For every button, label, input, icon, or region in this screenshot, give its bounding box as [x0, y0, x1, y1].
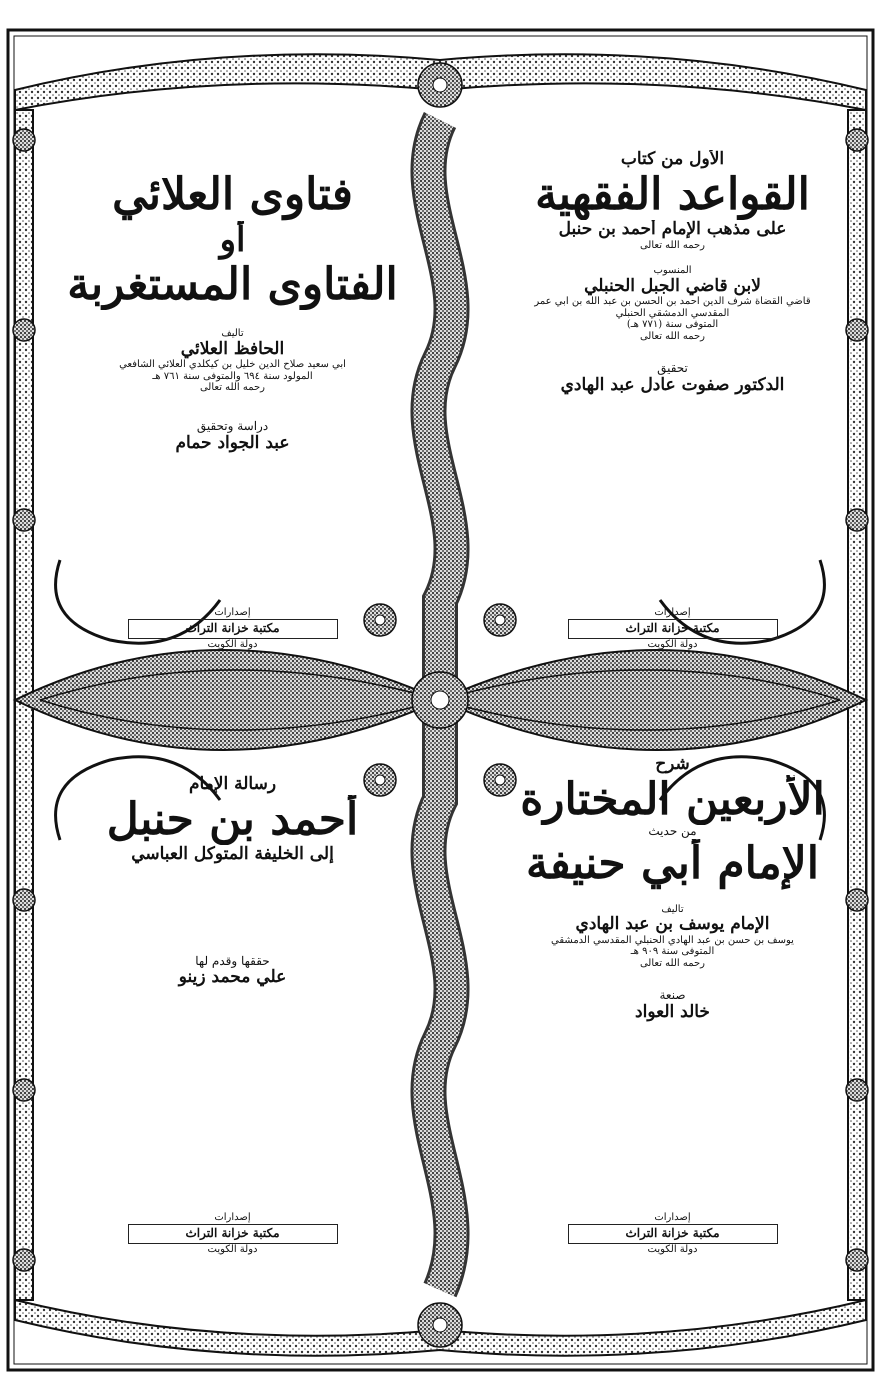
book-subtitle: إلى الخليفة المتوكل العباسي — [131, 845, 334, 865]
publisher-country: دولة الكويت — [647, 1243, 698, 1255]
editor-label: تحقيق — [657, 362, 688, 376]
publisher-country: دولة الكويت — [207, 638, 258, 650]
author-name: الإمام يوسف بن عبد الهادي — [575, 915, 770, 935]
book-subtitle: على مذهب الإمام أحمد بن حنبل — [558, 220, 787, 240]
title-connector: من حديث — [648, 825, 697, 839]
publisher-country: دولة الكويت — [647, 638, 698, 650]
author-name: الحافظ العلائي — [180, 339, 285, 359]
author-label: المنسوب — [653, 265, 692, 277]
editor-label: حققها وقدم لها — [195, 954, 270, 968]
death-eulogy: رحمه الله تعالى — [639, 330, 706, 342]
publisher-label: إصدارات — [214, 1212, 251, 1224]
editor-label: صنعة — [659, 989, 686, 1003]
editor-name: عبد الجواد حمام — [175, 433, 290, 453]
book-cover-arbain-mukhtara — [500, 755, 845, 1275]
editor-label: دراسة وتحقيق — [196, 419, 269, 433]
book-pretitle: رسالة الإمام — [188, 775, 277, 794]
book-title: القواعد الفقهية — [535, 169, 810, 220]
publisher-label: إصدارات — [214, 607, 251, 619]
author-dates: المولود سنة ٦٩٤ والمتوفى سنة ٧٦١ هـ — [152, 370, 313, 382]
publisher-label: إصدارات — [654, 1212, 691, 1224]
author-full-name: يوسف بن حسن بن عبد الهادي الحنبلي المقدسي الدمشقي — [551, 934, 794, 946]
author-label: تأليف — [661, 903, 684, 915]
death-date: المتوفى سنة (٧٧١ هـ) — [626, 319, 719, 331]
publisher-name: مكتبة خزانة التراث — [568, 619, 778, 639]
death-date: المتوفى سنة ٩٠٩ هـ — [630, 946, 715, 958]
publisher-block — [520, 607, 825, 650]
publisher-block — [80, 1212, 385, 1255]
death-eulogy: رحمه الله تعالى — [639, 957, 706, 969]
book-title-alt: الفتاوى المستغربة — [67, 259, 398, 310]
book-title: فتاوى العلائي — [112, 170, 353, 220]
book-pretitle: شرح — [655, 755, 690, 774]
publisher-name: مكتبة خزانة التراث — [128, 1224, 338, 1244]
publisher-label: إصدارات — [654, 607, 691, 619]
editor-name: علي محمد زينو — [178, 968, 287, 988]
author-full-name: قاضي القضاة شرف الدين أحمد بن الحسن بن عبد الله بن أبي عمر — [534, 296, 811, 308]
publisher-block — [80, 607, 385, 650]
author-label: تأليف — [221, 328, 244, 340]
book-pretitle: الأول من كتاب — [620, 150, 725, 169]
book-title: الأربعين المختارة — [520, 774, 825, 825]
death-eulogy: رحمه الله تعالى — [199, 382, 266, 394]
book-cover-fatawa-alalai — [60, 150, 405, 670]
editor-name: الدكتور صفوت عادل عبد الهادي — [560, 376, 785, 396]
publisher-name: مكتبة خزانة التراث — [568, 1224, 778, 1244]
eulogy: رحمه الله تعالى — [639, 239, 706, 251]
author-name: لابن قاضي الجبل الحنبلي — [584, 276, 761, 296]
publisher-block — [520, 1212, 825, 1255]
book-title-alt: الإمام أبي حنيفة — [526, 838, 819, 889]
publisher-country: دولة الكويت — [207, 1243, 258, 1255]
author-full-name-2: المقدسي الدمشقي الحنبلي — [615, 307, 730, 319]
editor-name: خالد العواد — [635, 1002, 710, 1022]
publisher-name: مكتبة خزانة التراث — [128, 619, 338, 639]
author-full-name: أبي سعيد صلاح الدين خليل بن كيكلدي العلائي الشافعي — [119, 359, 346, 371]
title-conjunction: أو — [219, 220, 246, 260]
book-cover-qawaid-fiqhiyya — [500, 150, 845, 670]
book-title: أحمد بن حنبل — [106, 794, 359, 845]
book-cover-risalat-ahmad — [60, 755, 405, 1275]
